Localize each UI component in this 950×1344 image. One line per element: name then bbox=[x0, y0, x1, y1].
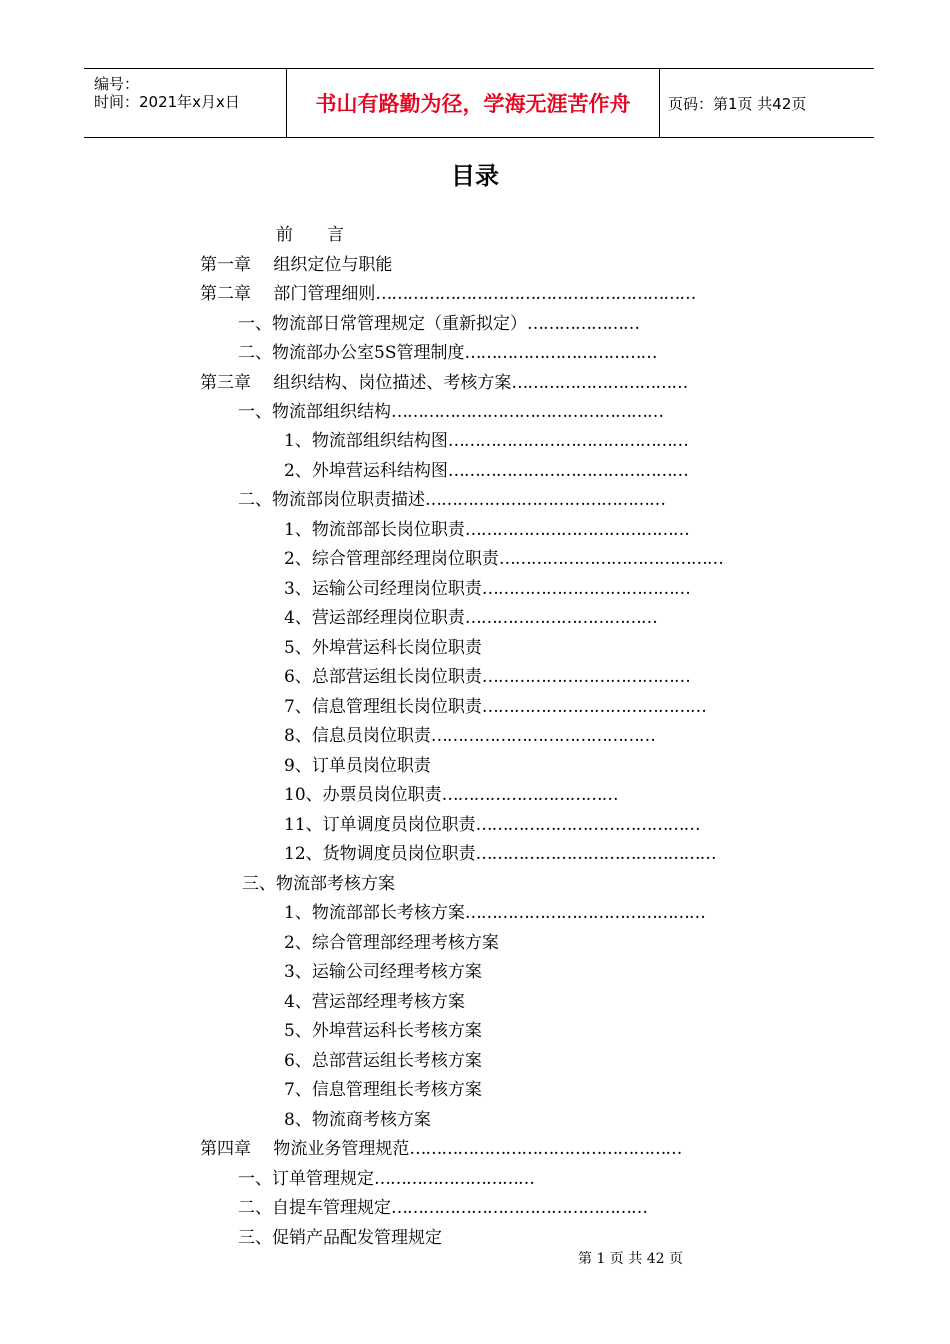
toc-entry: 10、办票员岗位职责…………………………… bbox=[284, 785, 618, 805]
toc-entry: 2、外埠营运科结构图……………………………………… bbox=[284, 461, 688, 481]
toc-entry: 第四章 物流业务管理规范…………………………………………… bbox=[200, 1139, 682, 1159]
toc-entry: 第三章 组织结构、岗位描述、考核方案…………………………… bbox=[200, 373, 688, 393]
toc-entry: 二、自提车管理规定………………………………………… bbox=[238, 1198, 647, 1218]
toc-entry: 4、营运部经理考核方案 bbox=[284, 992, 465, 1012]
toc-entry: 一、物流部组织结构…………………………………………… bbox=[238, 402, 663, 422]
toc-entry: 4、营运部经理岗位职责……………………………… bbox=[284, 608, 657, 628]
toc-entry: 二、物流部岗位职责描述……………………………………… bbox=[238, 490, 665, 510]
toc-entry: 2、综合管理部经理考核方案 bbox=[284, 933, 499, 953]
toc-entry: 二、物流部办公室5S管理制度……………………………… bbox=[238, 343, 657, 363]
toc-entry: 6、总部营运组长岗位职责………………………………… bbox=[284, 667, 690, 687]
header-table bbox=[84, 68, 874, 138]
header-page-info: 页码：第1页 共42页 bbox=[668, 94, 807, 113]
toc-entry: 11、订单调度员岗位职责…………………………………… bbox=[284, 815, 700, 835]
toc-entry: 12、货物调度员岗位职责……………………………………… bbox=[284, 844, 716, 864]
toc-entry: 5、外埠营运科长考核方案 bbox=[284, 1021, 482, 1041]
toc-entry: 6、总部营运组长考核方案 bbox=[284, 1051, 482, 1071]
document-date-label: 时间：2021年x月x日 bbox=[94, 93, 240, 111]
page-title: 目录 bbox=[451, 162, 499, 190]
page-footer: 第 1 页 共 42 页 bbox=[578, 1251, 683, 1267]
toc-entry: 三、物流部考核方案 bbox=[242, 874, 395, 894]
toc-entry: 8、物流商考核方案 bbox=[284, 1110, 431, 1130]
toc-entry: 7、信息管理组长岗位职责…………………………………… bbox=[284, 697, 706, 717]
toc-entry: 2、综合管理部经理岗位职责…………………………………… bbox=[284, 549, 723, 569]
toc-entry: 9、订单员岗位职责 bbox=[284, 756, 431, 776]
toc-entry: 前 言 bbox=[276, 225, 344, 245]
document-number-label: 编号： bbox=[94, 75, 140, 93]
toc-entry: 8、信息员岗位职责…………………………………… bbox=[284, 726, 655, 746]
toc-entry: 5、外埠营运科长岗位职责 bbox=[284, 638, 482, 658]
toc-entry: 一、物流部日常管理规定（重新拟定）………………… bbox=[238, 314, 639, 334]
header-motto: 书山有路勤为径，学海无涯苦作舟 bbox=[286, 69, 660, 137]
toc-entry: 1、物流部部长考核方案……………………………………… bbox=[284, 903, 705, 923]
toc-entry: 三、促销产品配发管理规定 bbox=[238, 1228, 442, 1248]
toc-entry: 7、信息管理组长考核方案 bbox=[284, 1080, 482, 1100]
header-meta-cell bbox=[84, 69, 286, 137]
toc-entry: 一、订单管理规定………………………… bbox=[238, 1169, 534, 1189]
toc-entry: 第一章 组织定位与职能 bbox=[200, 255, 393, 275]
toc-entry: 1、物流部部长岗位职责…………………………………… bbox=[284, 520, 689, 540]
toc-entry: 3、运输公司经理岗位职责………………………………… bbox=[284, 579, 690, 599]
toc-entry: 3、运输公司经理考核方案 bbox=[284, 962, 482, 982]
toc-entry: 第二章 部门管理细则…………………………………………………… bbox=[200, 284, 696, 304]
toc-entry: 1、物流部组织结构图……………………………………… bbox=[284, 431, 688, 451]
